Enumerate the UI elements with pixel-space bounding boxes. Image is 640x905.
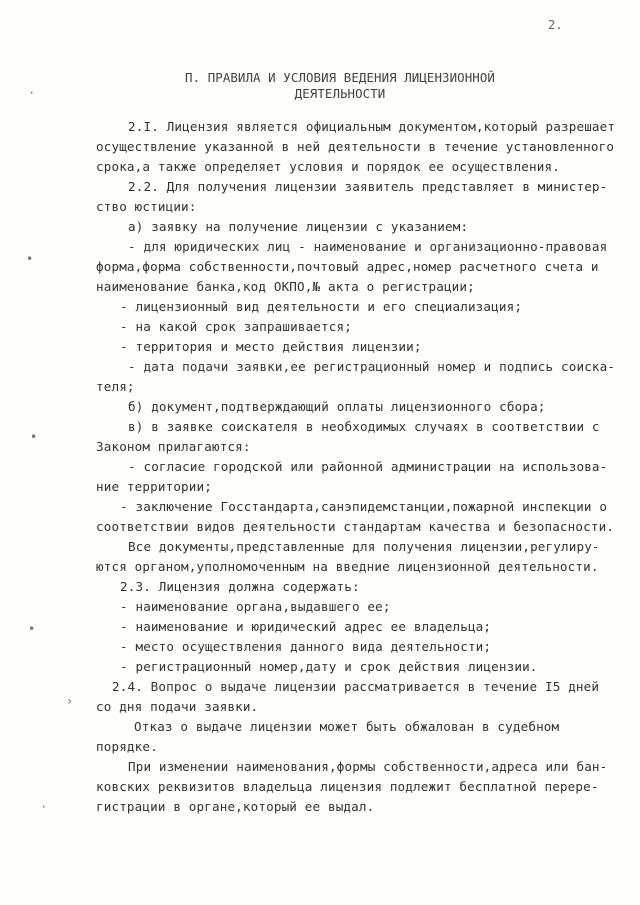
text-line: ются органом,уполномоченным на введние лицензионной деятельности. [96,559,599,574]
margin-punch-mark: · [40,800,48,814]
text-line: 2.I. Лицензия является официальным документом,который разрешает [128,119,616,134]
text-line: соответствии видов деятельности стандартам качества и безопасности. [96,519,615,534]
margin-punch-mark: • [30,430,38,444]
text-line: ство юстиции: [96,199,197,214]
section-heading [150,70,530,102]
margin-punch-mark: · [28,86,36,100]
text-line: 2.2. Для получения лицензии заявитель представляет в министер- [128,179,608,194]
text-line: Законом прилагаются: [96,439,251,454]
text-line: Отказ о выдаче лицензии может быть обжалован в судебном [134,719,560,734]
text-line: теля; [96,379,135,394]
text-line: форма,форма собственности,почтовый адрес,номер расчетного счета и [96,259,599,274]
text-line: - заключение Госстандарта,санэпидемстанции,пожарной инспекции о [120,499,608,514]
heading-line-2: ДЕЯТЕЛЬНОСТИ [294,86,386,101]
text-line: со дня подачи заявки. [96,699,259,714]
text-line: порядке. [96,739,158,754]
text-line: - наименование органа,выдавшего ее; [120,599,391,614]
text-line: - территория и место действия лицензии; [120,339,422,354]
text-line: 2.3. Лицензия должна содержать: [120,579,360,594]
text-line: - наименование и юридический адрес ее владельца; [120,619,492,634]
text-line: а) заявку на получение лицензии с указанием: [128,219,469,234]
text-line: - согласие городской или районной администрации на использова- [128,459,608,474]
margin-punch-mark: • [28,622,36,636]
text-line: - для юридических лиц - наименование и организационно-правовая [128,239,608,254]
margin-punch-mark: › [66,694,74,708]
text-line: - лицензионный вид деятельности и его специализация; [120,299,523,314]
text-line: - на какой срок запрашивается; [120,319,352,334]
text-line: - регистрационный номер,дату и срок действия лицензии. [120,659,538,674]
page-number: 2. [548,18,563,32]
text-line: Все документы,представленные для получения лицензии,регулиру- [128,539,600,554]
text-line: гистрации в органе,который ее выдал. [96,799,375,814]
text-line: осуществление указанной в ней деятельности в течение установленного [96,139,615,154]
text-line: ние территории; [96,479,212,494]
text-line: срока,а также определяет условия и порядок ее осуществления. [96,159,560,174]
text-line: наименование банка,код ОКПО,№ акта о регистрации; [96,279,475,294]
heading-line-1: П. ПРАВИЛА И УСЛОВИЯ ВЕДЕНИЯ ЛИЦЕНЗИОННОЙ [185,70,495,85]
text-line: При изменении наименования,формы собственности,адреса или бан- [128,759,608,774]
text-line: - дата подачи заявки,ее регистрационный номер и подпись соиска- [128,359,616,374]
margin-punch-mark: • [26,252,34,266]
text-line: ковских реквизитов владельца лицензия подлежит бесплатной перере- [96,779,599,794]
text-line: - место осуществления данного вида деятельности; [120,639,492,654]
text-line: б) документ,подтверждающий оплаты лицензионного сбора; [128,399,546,414]
text-line: 2.4. Вопрос о выдаче лицензии рассматривается в течение I5 дней [112,679,600,694]
text-line: в) в заявке соискателя в необходимых случаях в соответствии с [128,419,600,434]
